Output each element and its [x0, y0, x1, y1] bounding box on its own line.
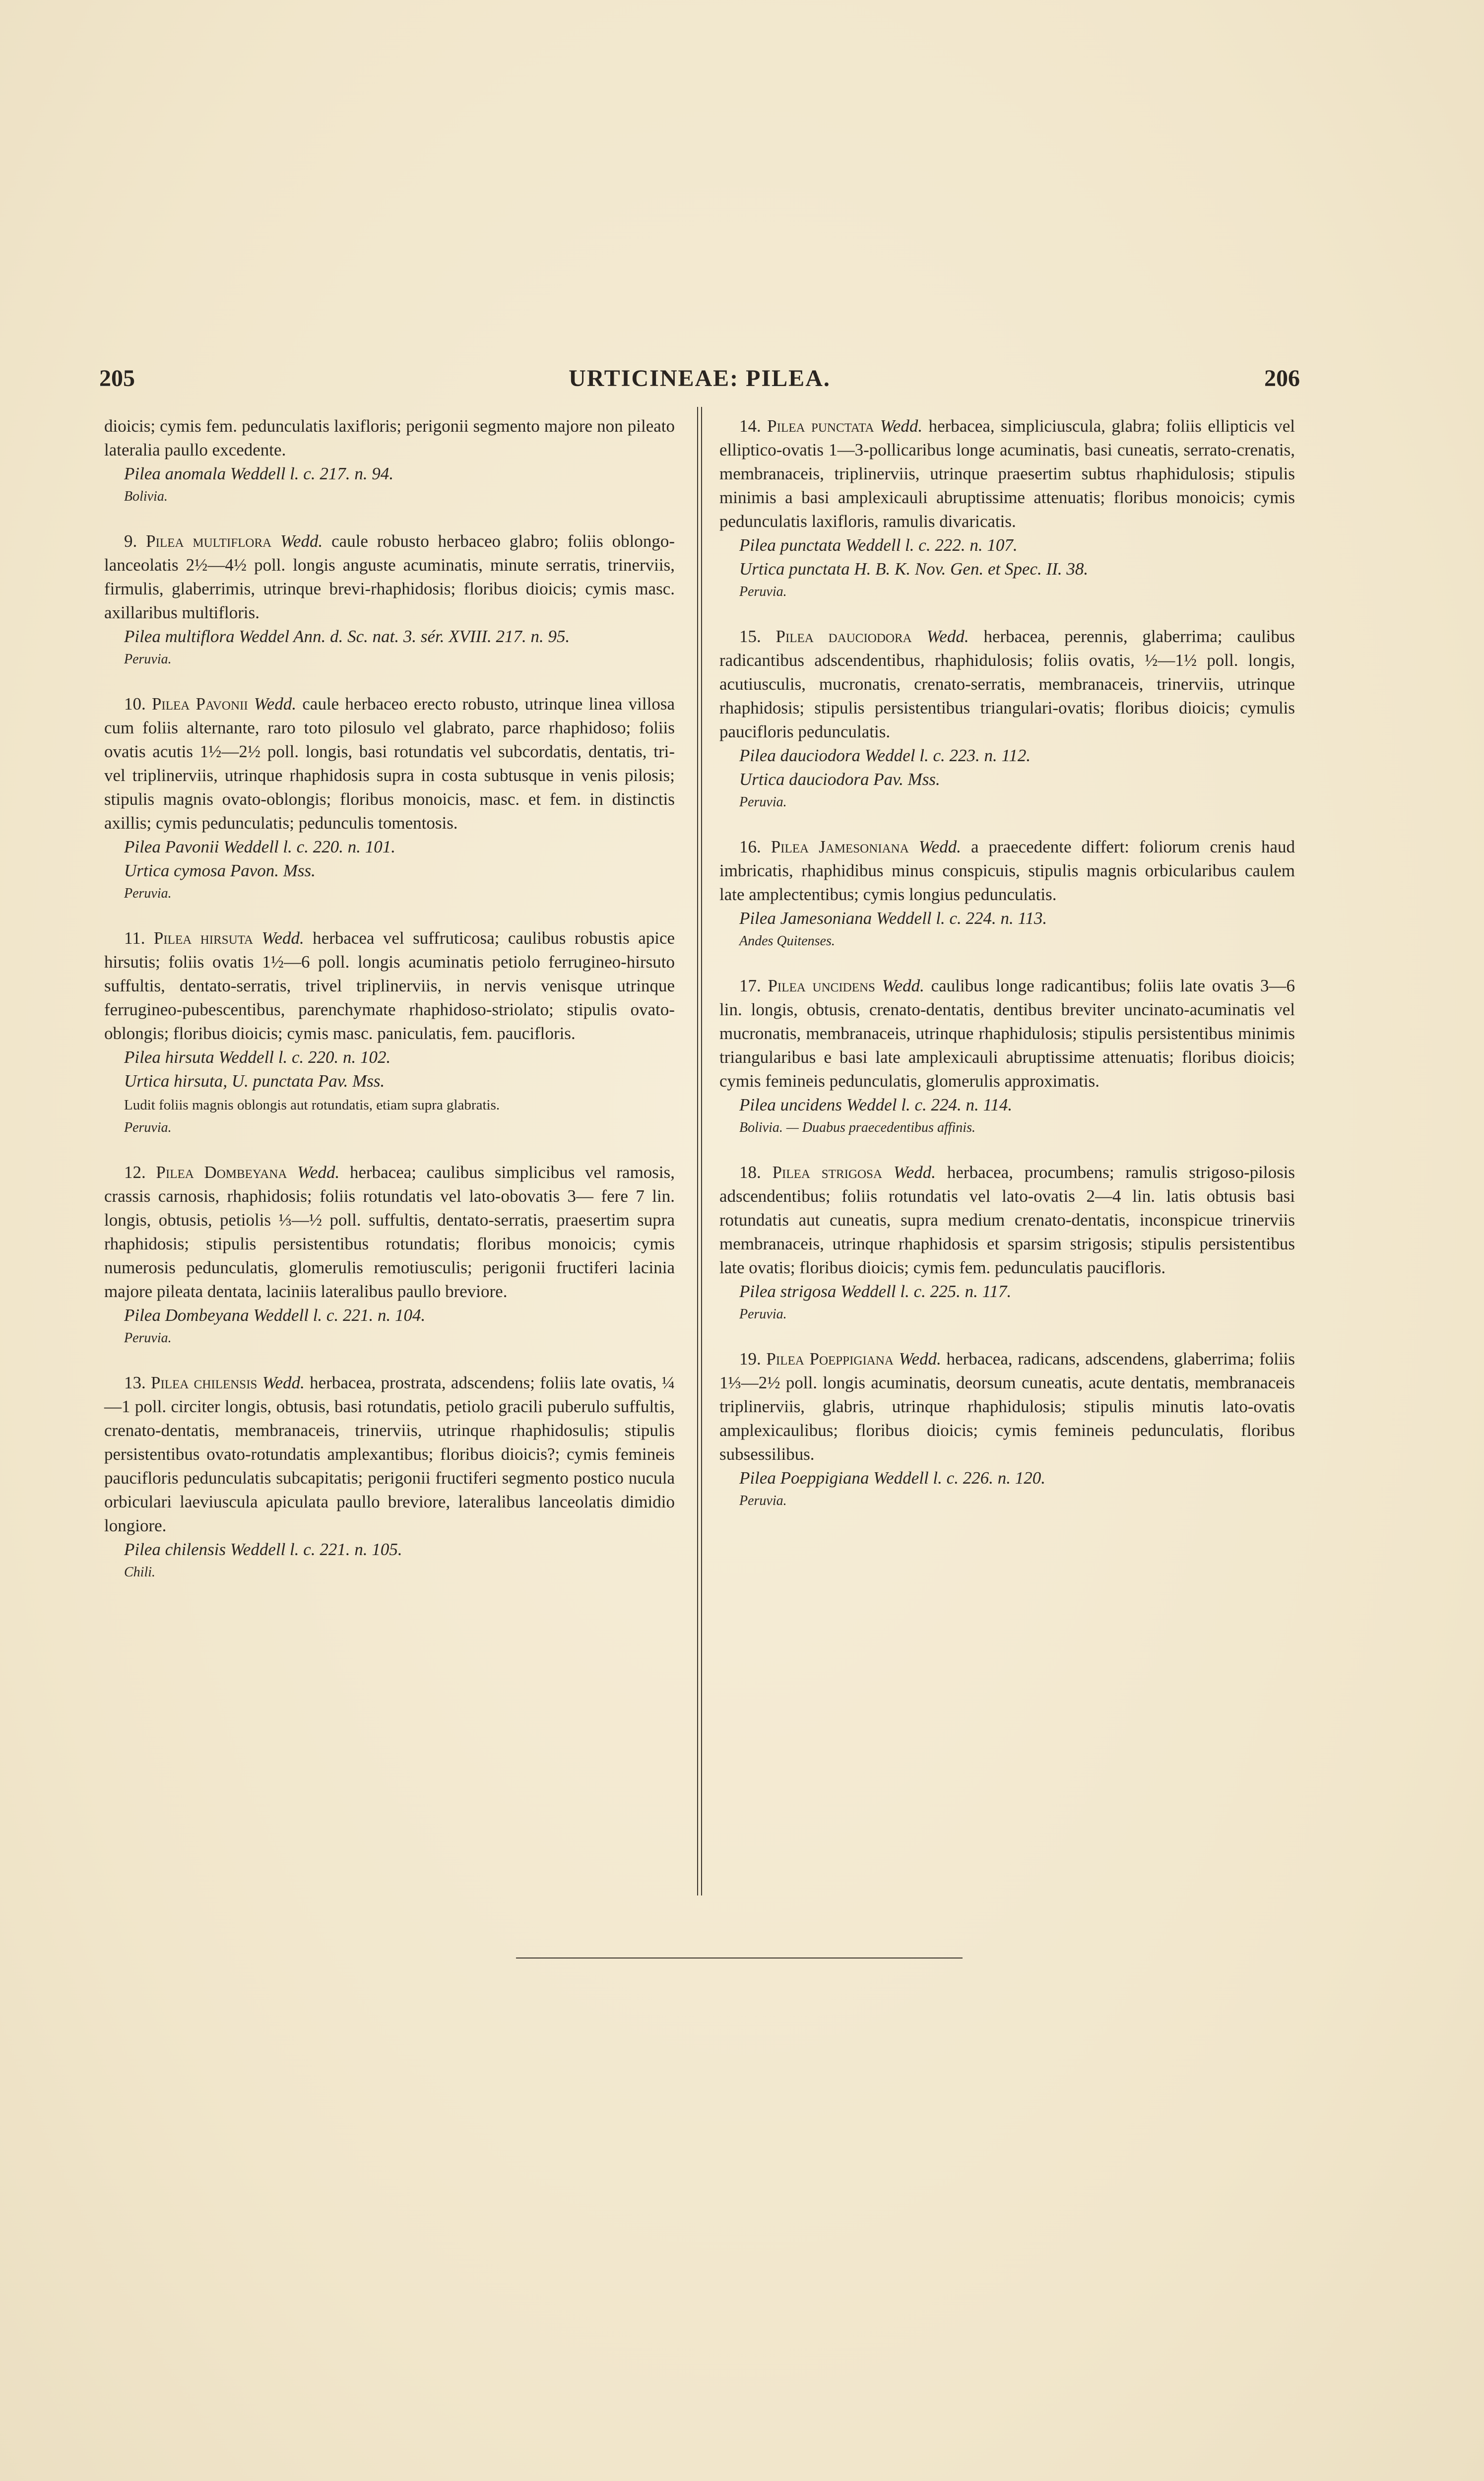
species-epithet: uncidens	[812, 976, 875, 995]
species-number: 18.	[739, 1163, 761, 1182]
description-text: herbacea; caulibus simplicibus vel ramosis, crassis carnosis, rhaphidosis; foliis rotundatis vel lato-obovatis 3— fere 7 lin. longis, obtusis, petiolis ⅓—½ poll. suffultis, dentato-serratis, praesertim supra rhaphidosis; stipulis persistentibus rotundatis; floribus monoicis; cymis numerosis pedunculatis, glomerulis remotiusculis; perigonii fructiferi lacinia majore pileata dentata, laciniis lateralibus paullo breviore.	[104, 1163, 675, 1301]
species-description	[104, 529, 675, 625]
locality: Peruvia.	[124, 652, 172, 667]
species-entry	[104, 529, 675, 670]
genus-name: Pilea	[151, 694, 190, 714]
species-author: Wedd.	[918, 837, 961, 856]
reference: Pilea Jamesoniana Weddell l. c. 224. n. 113.	[739, 909, 1047, 928]
species-author: Wedd.	[882, 976, 924, 995]
species-description	[104, 1371, 675, 1538]
running-title: URTICINEAE: PILEA.	[569, 365, 831, 392]
species-description	[719, 625, 1295, 744]
species-epithet: Jamesoniana	[819, 837, 909, 856]
species-entry	[719, 974, 1295, 1139]
genus-name: Pilea	[146, 531, 184, 551]
species-author: Wedd.	[280, 531, 323, 551]
locality: Bolivia. — Duabus praecedentibus affinis.	[739, 1120, 975, 1135]
genus-name: Pilea	[768, 976, 806, 995]
right-column	[719, 414, 1295, 1534]
locality: Peruvia.	[739, 1493, 787, 1508]
continuation-text: dioicis; cymis fem. pedunculatis laxifloris; perigonii segmento majore non pileato lateralia paullo excedente.	[104, 416, 675, 459]
species-number: 9.	[124, 531, 137, 551]
page-number-left: 205	[99, 365, 135, 392]
genus-name: Pilea	[153, 928, 192, 948]
species-number: 17.	[739, 976, 761, 995]
genus-name: Pilea	[767, 416, 805, 436]
description-text: caule robusto herbaceo glabro; foliis oblongo-lanceolatis 2½—4½ poll. longis anguste acuminatis, minute serratis, trinerviis, firmulis, glaberrimis, utrinque brevi-rhaphidosis; floribus dioicis; cymis masc. axillaribus multifloris.	[104, 531, 675, 622]
page-number-right: 206	[1264, 365, 1300, 392]
genus-name: Pilea	[766, 1349, 804, 1369]
species-author: Wedd.	[893, 1163, 936, 1182]
species-number: 19.	[739, 1349, 761, 1369]
species-number: 13.	[124, 1373, 146, 1392]
page-header	[99, 365, 1300, 399]
species-entry	[719, 625, 1295, 813]
species-description	[719, 1161, 1295, 1280]
locality: Peruvia.	[124, 886, 172, 901]
species-epithet: punctata	[811, 416, 874, 436]
species-epithet: hirsuta	[200, 928, 254, 948]
description-text: herbacea vel suffruticosa; caulibus robustis apice hirsutis; foliis ovatis 1½—6 poll. longis acuminatis petiolo ferrugineo-hirsuto suffultis, dentato-serratis, trivel triplinerviis, in nervis venisque utrinque ferrugineo-pubescentibus, parenchymate rhaphidoso-striolato; stipulis ovato-oblongis; floribus dioicis; cymis masc. paniculatis, fem. paucifloris.	[104, 928, 675, 1043]
species-description	[719, 1347, 1295, 1466]
species-number: 10.	[124, 694, 146, 714]
genus-name: Pilea	[775, 627, 814, 646]
genus-name: Pilea	[156, 1163, 194, 1182]
locality: Bolivia.	[124, 489, 168, 504]
species-entry	[104, 1371, 675, 1583]
description-text: herbacea, radicans, adscendens, glaberrima; foliis 1⅓—2½ poll. longis acuminatis, deorsum cuneatis, acute dentatis, membranaceis triplinerviis, glabris, utrinque rhaphidulosis; stipulis minutis lato-ovatis amplexicaulibus; floribus dioicis; cymis femineis pedunculatis, floribus subsessilibus.	[719, 1349, 1295, 1464]
description-text: herbacea, procumbens; ramulis strigoso-pilosis adscendentibus; foliis rotundatis vel lato-ovatis 2—4 lin. latis obtusis basi rotundatis aut cuneatis, supra medium crenato-dentatis, inconspicue trinerviis membranaceis, utrinque rhaphidosis et sparsim strigosis; stipulis persistentibus late ovatis; floribus dioicis; cymis fem. pedunculatis paucifloris.	[719, 1163, 1295, 1277]
genus-name: Pilea	[151, 1373, 189, 1392]
reference: Pilea anomala Weddell l. c. 217. n. 94.	[124, 464, 394, 483]
species-author: Wedd.	[254, 694, 297, 714]
locality: Chili.	[124, 1565, 156, 1580]
species-number: 11.	[124, 928, 145, 948]
locality: Peruvia.	[124, 1330, 172, 1346]
genus-name: Pilea	[771, 837, 809, 856]
locality: Peruvia.	[739, 794, 787, 810]
species-number: 15.	[739, 627, 761, 646]
species-entry	[104, 926, 675, 1139]
description-text: herbacea, simpliciuscula, glabra; foliis ellipticis vel elliptico-ovatis 1—3-pollicaribus longe acuminatis, basi cuneatis, serrato-crenatis, membranaceis, triplinerviis, utrinque praesertim subtus rhaphidulosis; stipulis minimis a basi amplexicauli abruptissime attenuatis; floribus monoicis; cymis pedunculatis laxifloris, ramulis divaricatis.	[719, 416, 1295, 531]
reference: Pilea chilensis Weddell l. c. 221. n. 105.	[124, 1540, 402, 1559]
species-epithet: Pavonii	[195, 694, 248, 714]
reference: Urtica cymosa Pavon. Mss.	[124, 861, 316, 880]
reference: Urtica dauciodora Pav. Mss.	[739, 770, 940, 789]
locality: Peruvia.	[739, 1306, 787, 1322]
locality: Andes Quitenses.	[739, 933, 835, 949]
reference: Pilea Dombeyana Weddell l. c. 221. n. 104.	[124, 1306, 426, 1325]
species-epithet: Poeppigiana	[809, 1349, 894, 1369]
species-epithet: strigosa	[821, 1163, 883, 1182]
species-epithet: chilensis	[194, 1373, 258, 1392]
description-text: caulibus longe radicantibus; foliis late ovatis 3—6 lin. longis, obtusis, crenato-dentatis, dentibus breviter uncinato-acuminatis vel mucronatis, membranaceis, utrinque rhaphidulosis; stipulis persistentibus minimis triangularibus e basi late amplexicauli abruptissime attenuatis; floribus dioicis; cymis femineis pedunculatis, glomerulis approximatis.	[719, 976, 1295, 1091]
reference: Pilea punctata Weddell l. c. 222. n. 107.	[739, 535, 1018, 555]
species-number: 14.	[739, 416, 761, 436]
species-description	[719, 974, 1295, 1093]
reference: Pilea Pavonii Weddell l. c. 220. n. 101.	[124, 837, 395, 856]
description-text: herbacea, prostrata, adscendens; foliis late ovatis, ¼—1 poll. circiter longis, obtusis, basi rotundatis, petiolo gracili puberulo suffultis, crenato-dentatis, membranaceis, trinerviis, utrinque rhaphidosulis; stipulis persistentibus ovato-rotundatis amplexantibus; floribus dioicis?; cymis femineis paucifloris pedunculatis subcapitatis; perigonii fructiferi segmento postico nucula orbiculari laeviuscula apiculata paullo breviore, lateralibus lanceolatis dimidio longiore.	[104, 1373, 675, 1535]
column-divider	[697, 407, 702, 1895]
species-author: Wedd.	[880, 416, 923, 436]
species-entry	[719, 414, 1295, 603]
reference: Urtica hirsuta, U. punctata Pav. Mss.	[124, 1071, 385, 1091]
species-author: Wedd.	[297, 1163, 340, 1182]
species-entry	[104, 692, 675, 905]
species-author: Wedd.	[261, 928, 304, 948]
species-epithet: multiflora	[193, 531, 272, 551]
species-description	[104, 1161, 675, 1304]
right-entries	[719, 414, 1295, 1512]
note: Ludit foliis magnis oblongis aut rotundatis, etiam supra glabratis.	[124, 1097, 500, 1113]
reference: Pilea uncidens Weddel l. c. 224. n. 114.	[739, 1095, 1013, 1114]
reference: Pilea dauciodora Weddel l. c. 223. n. 112.	[739, 746, 1031, 765]
species-description	[104, 926, 675, 1045]
species-author: Wedd.	[926, 627, 969, 646]
description-text: caule herbaceo erecto robusto, utrinque linea villosa cum foliis alternante, raro toto pilosulo vel glabrato, parce rhaphidoso; foliis ovatis acutis 1½—2½ poll. longis, basi rotundatis vel subcordatis, dentatis, tri- vel triplinerviis, utrinque rhaphidosis supra in costa subtusque in venis pilosis; stipulis magnis ovato-oblongis; floribus monoicis, masc. et fem. in distinctis axillis; cymis pedunculatis; pedunculis tomentosis.	[104, 694, 675, 833]
reference: Pilea hirsuta Weddell l. c. 220. n. 102.	[124, 1047, 391, 1067]
species-number: 16.	[739, 837, 761, 856]
species-entry	[104, 1161, 675, 1349]
species-number: 12.	[124, 1163, 146, 1182]
continuation-entry	[104, 414, 675, 508]
species-author: Wedd.	[262, 1373, 305, 1392]
species-description	[719, 835, 1295, 907]
reference: Pilea multiflora Weddel Ann. d. Sc. nat. 3. sér. XVIII. 217. n. 95.	[124, 627, 570, 646]
genus-name: Pilea	[772, 1163, 810, 1182]
species-epithet: Dombeyana	[204, 1163, 287, 1182]
species-epithet: dauciodora	[828, 627, 912, 646]
description-text: a praecedente differt: foliorum crenis haud imbricatis, rhaphidibus minus conspicuis, stipulis magnis orbicularibus caulem late amplectentibus; cymis longius pedunculatis.	[719, 837, 1295, 904]
reference: Pilea Poeppigiana Weddell l. c. 226. n. 120.	[739, 1468, 1045, 1488]
locality: Peruvia.	[739, 584, 787, 599]
reference: Urtica punctata H. B. K. Nov. Gen. et Spec. II. 38.	[739, 559, 1089, 579]
species-entry	[719, 835, 1295, 952]
species-description	[719, 414, 1295, 533]
species-description	[104, 692, 675, 835]
locality: Peruvia.	[124, 1120, 172, 1135]
reference: Pilea strigosa Weddell l. c. 225. n. 117.	[739, 1282, 1012, 1301]
left-column	[104, 414, 675, 1605]
closing-rule	[516, 1958, 963, 1959]
description-text: herbacea, perennis, glaberrima; caulibus radicantibus adscendentibus, rhaphidulosis; foliis ovatis, ½—1½ poll. longis, acutiusculis, mucronatis, crenato-serratis, membranaceis, trinerviis, utrinque rhaphidosis; stipulis persistentibus triangulari-ovatis; floribus dioicis; cymulis paucifloris pedunculatis.	[719, 627, 1295, 741]
left-entries	[104, 529, 675, 1583]
species-entry	[719, 1347, 1295, 1512]
species-author: Wedd.	[899, 1349, 941, 1369]
species-entry	[719, 1161, 1295, 1325]
